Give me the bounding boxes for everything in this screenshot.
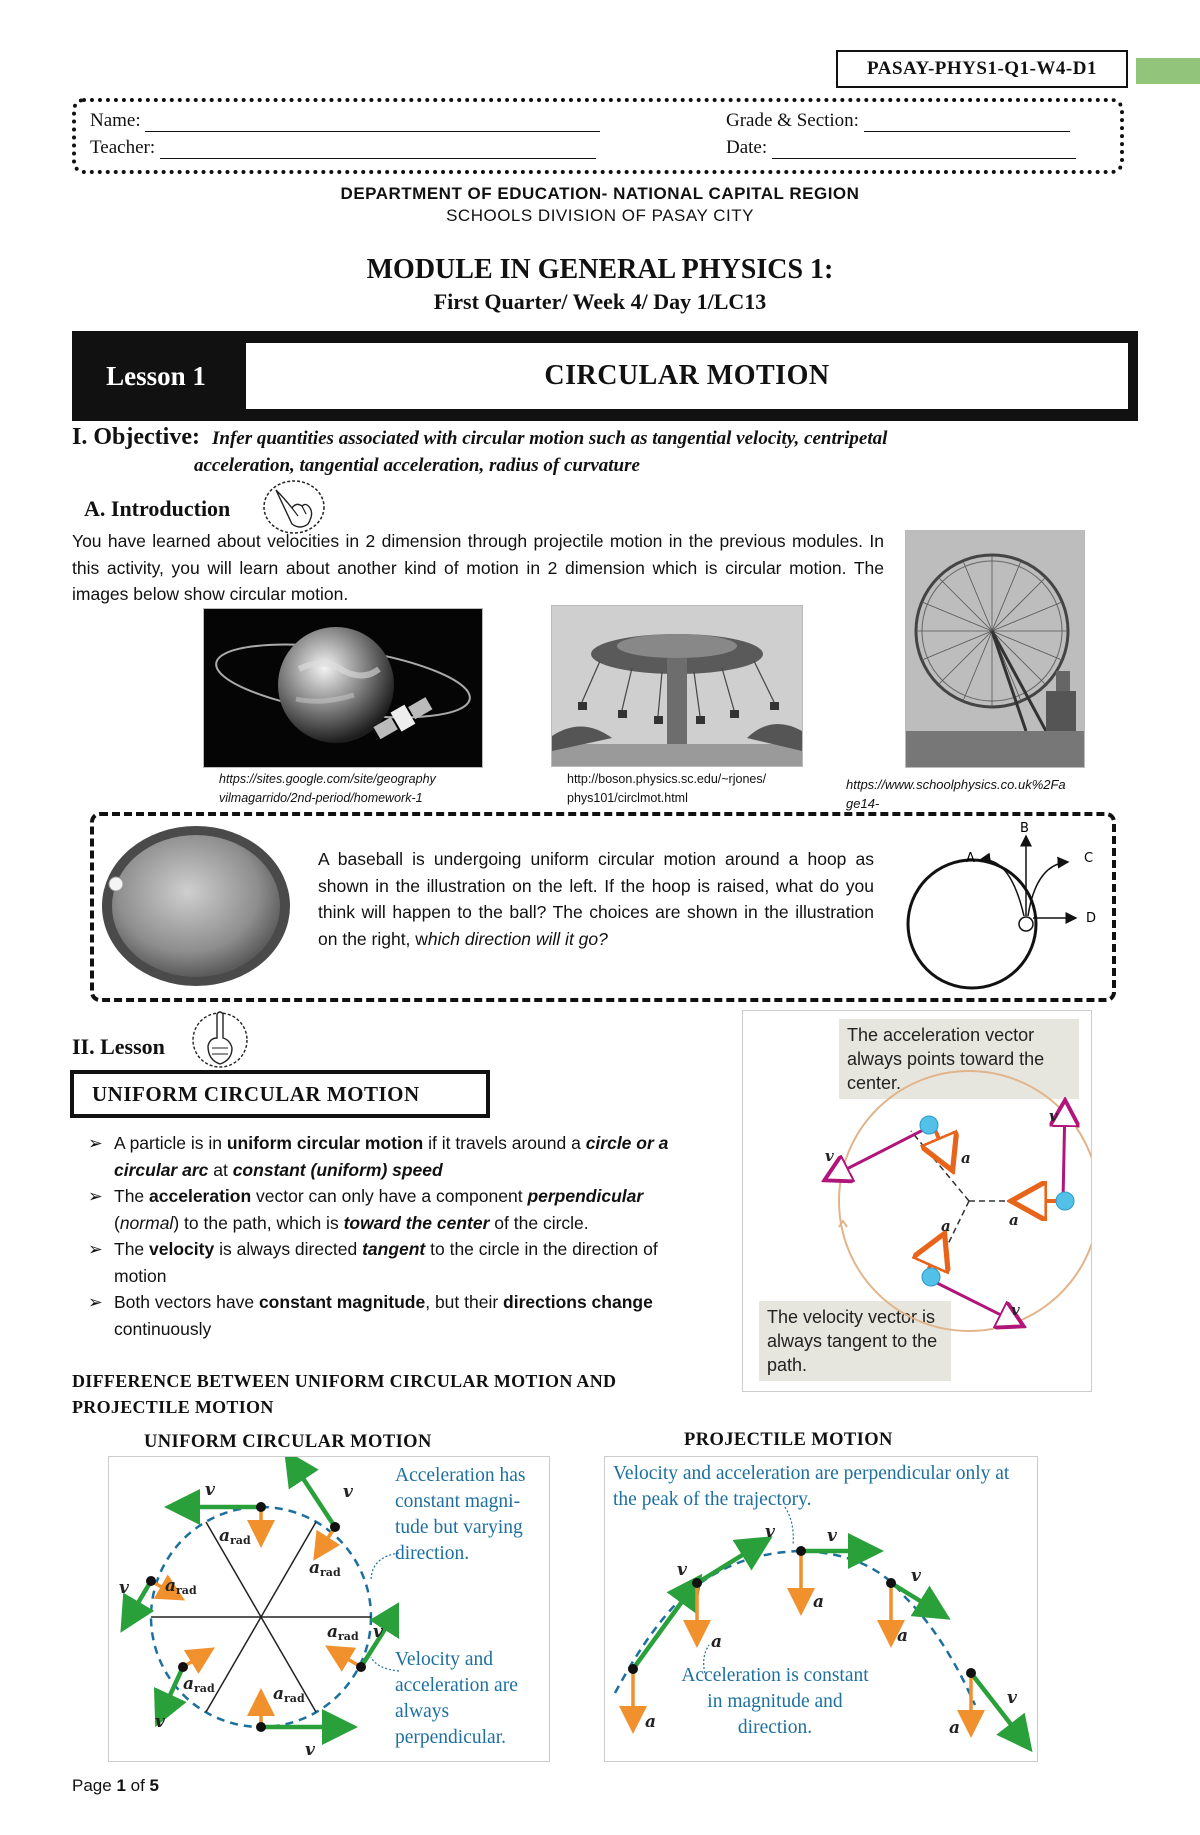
ucm-a-label-6: a xyxy=(273,1684,285,1704)
uniform-circular-motion-title: UNIFORM CIRCULAR MOTION xyxy=(70,1070,490,1118)
proj-v-label-1: v xyxy=(677,1560,687,1580)
ucm-a-label-5: a xyxy=(183,1674,195,1694)
ucm-a-sub-2: rad xyxy=(320,1566,341,1579)
bullet-3-emph: tangent xyxy=(362,1239,426,1259)
bullet-arrow-icon: ➢ xyxy=(88,1186,103,1206)
introduction-paragraph: You have learned about velocities in 2 dimension through projectile motion in the previous modules. In this activity, you will learn about another kind of motion in 2 dimension which is circular motion. The images below show circular motion. xyxy=(72,531,884,604)
date-field[interactable] xyxy=(772,140,1076,159)
document-code: PASAY-PHYS1-Q1-W4-D1 xyxy=(836,50,1128,88)
acceleration-label-1: a xyxy=(961,1149,971,1167)
ucm-note-perpendicular: Velocity and acceleration are always perpendicular. xyxy=(395,1649,518,1748)
name-field[interactable] xyxy=(145,113,600,132)
ucm-comparison-title: UNIFORM CIRCULAR MOTION xyxy=(144,1432,432,1452)
bullet-4-bold: constant magnitude xyxy=(258,1292,426,1312)
ucm-a-sub-6: rad xyxy=(284,1692,305,1705)
svg-text:arad xyxy=(219,1526,251,1547)
bullet-item-1 xyxy=(88,1130,708,1183)
bullet-2-text-4: ) to the path, which is xyxy=(173,1212,344,1233)
objective-line-2: acceleration, tangential acceleration, radius of curvature xyxy=(194,455,640,476)
page-of: of xyxy=(125,1776,150,1795)
proj-v-label-3: v xyxy=(827,1526,837,1546)
difference-heading: DIFFERENCE BETWEEN UNIFORM CIRCULAR MOTION AND PROJECTILE MOTION xyxy=(72,1371,617,1417)
date-row xyxy=(726,137,1076,159)
velocity-caption: The velocity vector is always tangent to the path. xyxy=(759,1301,951,1381)
bullet-2-text-2: vector can only have a component xyxy=(251,1186,528,1206)
grade-field[interactable] xyxy=(864,113,1070,132)
image-3-source-line-1: https://www.schoolphysics.co.uk%2Fa xyxy=(846,777,1066,792)
department-heading: DEPARTMENT OF EDUCATION- NATIONAL CAPITAL REGION xyxy=(340,184,860,203)
introduction-heading: A. Introduction xyxy=(84,496,231,521)
velocity-label-3: v xyxy=(1011,1301,1020,1319)
ucm-note-acceleration: Acceleration has constant magni- tude but varying direction. xyxy=(395,1465,526,1564)
acceleration-caption: The acceleration vector always points toward the center. xyxy=(839,1019,1079,1099)
lesson-heading: II. Lesson xyxy=(72,1034,165,1059)
projectile-note-constant: Acceleration is constant in magnitude and direction. xyxy=(681,1665,869,1738)
teacher-field[interactable] xyxy=(160,140,596,159)
acceleration-label-3: a xyxy=(941,1217,951,1235)
bullet-4-text-3: continuously xyxy=(114,1318,212,1339)
page-prefix: Page xyxy=(72,1776,117,1795)
bullet-2-italic: normal xyxy=(119,1212,174,1233)
proj-v-label-2: v xyxy=(765,1522,775,1542)
division-heading: SCHOOLS DIVISION OF PASAY CITY xyxy=(446,206,754,225)
direction-choices-diagram xyxy=(900,818,1110,996)
projectile-comparison-diagram xyxy=(604,1456,1038,1762)
svg-text:arad xyxy=(327,1622,359,1643)
bullet-2-emph: perpendicular xyxy=(527,1186,644,1206)
bullet-3-text-3: to the circle in the direction of motion xyxy=(114,1239,658,1286)
choice-d-label: D xyxy=(1086,911,1097,926)
ucm-a-sub-1: rad xyxy=(230,1534,251,1547)
bullet-1-bold: uniform circular motion xyxy=(226,1133,424,1153)
bullet-arrow-icon: ➢ xyxy=(88,1133,103,1153)
bullet-3-bold: velocity xyxy=(149,1239,215,1259)
page-number xyxy=(72,1776,159,1796)
objective-label: I. Objective: xyxy=(72,424,200,450)
hoop-question-main: A baseball is undergoing uniform circular motion around a hoop as shown in the illustration on the left. If the hoop is raised, what do you think will happen to the ball? The choices are shown in the illustration on the right, w xyxy=(318,849,874,949)
ferris-wheel-image xyxy=(905,530,1085,768)
acceleration-label-2: a xyxy=(1009,1211,1019,1229)
ucm-a-sub-4: rad xyxy=(338,1630,359,1643)
svg-text:arad xyxy=(183,1674,215,1695)
page-total: 5 xyxy=(149,1776,159,1795)
bullet-2-bold: acceleration xyxy=(149,1186,252,1206)
ucm-v-label-5: v xyxy=(155,1712,165,1732)
bullet-3-text-2: is always directed xyxy=(214,1239,363,1259)
svg-text:arad xyxy=(165,1576,197,1597)
choice-b-label: B xyxy=(1020,821,1029,836)
bullet-1-emph: circle or a circular arc xyxy=(114,1133,669,1180)
velocity-label-2: v xyxy=(1049,1107,1058,1125)
ucm-comparison-diagram xyxy=(108,1456,550,1762)
bullet-1-text-2: if it travels around a xyxy=(423,1133,586,1153)
grade-label: Grade & Section: xyxy=(726,110,859,131)
ucm-a-label-1: a xyxy=(219,1526,231,1546)
svg-text:arad xyxy=(273,1684,305,1705)
page-current: 1 xyxy=(116,1776,126,1795)
name-row xyxy=(90,110,600,132)
bullet-arrow-icon: ➢ xyxy=(88,1239,103,1259)
ucm-a-label-3: a xyxy=(165,1576,177,1596)
proj-a-label-3: a xyxy=(813,1592,825,1612)
bullet-4-text-2: , but their xyxy=(425,1292,504,1312)
ucm-a-sub-5: rad xyxy=(194,1682,215,1695)
velocity-label-1: v xyxy=(825,1147,834,1165)
earth-satellite-image xyxy=(203,608,483,768)
ucm-bullet-list xyxy=(88,1130,708,1342)
bullet-arrow-icon: ➢ xyxy=(88,1292,103,1312)
choice-c-label: C xyxy=(1084,851,1094,866)
name-label: Name: xyxy=(90,110,141,131)
hoop-image xyxy=(98,822,292,990)
module-subtitle: First Quarter/ Week 4/ Day 1/LC13 xyxy=(433,289,767,314)
grade-row xyxy=(726,110,1070,132)
ucm-vector-diagram xyxy=(742,1010,1092,1392)
proj-a-label-4: a xyxy=(897,1626,909,1646)
ucm-a-label-2: a xyxy=(309,1558,321,1578)
hoop-question-text xyxy=(318,846,874,952)
proj-a-label-5: a xyxy=(949,1718,961,1738)
ucm-v-label-2: v xyxy=(343,1482,353,1502)
image-2-source-line-2: phys101/circlmot.html xyxy=(567,791,688,805)
teacher-label: Teacher: xyxy=(90,137,156,158)
bullet-item-2 xyxy=(88,1183,708,1236)
ucm-v-label-6: v xyxy=(305,1740,315,1760)
ucm-a-label-4: a xyxy=(327,1622,339,1642)
image-2-source-line-1: http://boson.physics.sc.edu/~rjones/ xyxy=(567,772,767,786)
ucm-a-sub-3: rad xyxy=(176,1584,197,1597)
proj-a-label-1: a xyxy=(645,1712,657,1732)
ucm-v-label-4: v xyxy=(373,1622,383,1642)
ucm-v-label-3: v xyxy=(119,1578,129,1598)
raised-finger-icon xyxy=(190,1008,250,1070)
code-tab-decoration xyxy=(1136,58,1200,84)
objective-line-1: Infer quantities associated with circular motion such as tangential velocity, centripetal xyxy=(212,428,888,449)
bullet-4-bold-2: directions change xyxy=(503,1292,653,1312)
ucm-v-label-1: v xyxy=(205,1480,215,1500)
bullet-4-text: Both vectors have xyxy=(114,1292,259,1312)
bullet-2-text-5: of the circle. xyxy=(489,1212,589,1233)
projectile-comparison-title: PROJECTILE MOTION xyxy=(684,1430,893,1450)
proj-a-label-2: a xyxy=(711,1632,723,1652)
proj-v-label-5: v xyxy=(1007,1688,1017,1708)
svg-text:arad xyxy=(309,1558,341,1579)
hoop-question-italic: hich direction will it go? xyxy=(427,928,608,949)
bullet-2-emph-2: toward the center xyxy=(343,1212,490,1233)
bullet-1-text-3: at xyxy=(208,1159,233,1180)
bullet-3-text: The xyxy=(114,1239,150,1259)
bullet-1-emph-2: constant (uniform) speed xyxy=(232,1159,443,1180)
lesson-title: CIRCULAR MOTION xyxy=(244,341,1130,411)
choice-a-label: A xyxy=(966,851,975,866)
image-1-source-line-1: https://sites.google.com/site/geography xyxy=(219,772,436,786)
bullet-1-text: A particle is in xyxy=(114,1133,227,1153)
proj-v-label-4: v xyxy=(911,1566,921,1586)
swing-carousel-image xyxy=(551,605,803,767)
image-3-source-line-2: ge14- xyxy=(846,796,880,811)
bullet-2-text-3: ( xyxy=(114,1212,120,1233)
bullet-item-3 xyxy=(88,1236,708,1289)
lesson-label: Lesson 1 xyxy=(106,361,206,391)
projectile-note-perpendicular: Velocity and acceleration are perpendicular only at the peak of the trajectory. xyxy=(613,1463,1010,1510)
bullet-2-text: The xyxy=(114,1186,150,1206)
teacher-row xyxy=(90,137,596,159)
date-label: Date: xyxy=(726,137,768,158)
image-1-source-line-2: vilmagarrido/2nd-period/homework-1 xyxy=(219,791,423,805)
module-title: MODULE IN GENERAL PHYSICS 1: xyxy=(366,254,834,285)
bullet-item-4 xyxy=(88,1289,708,1342)
